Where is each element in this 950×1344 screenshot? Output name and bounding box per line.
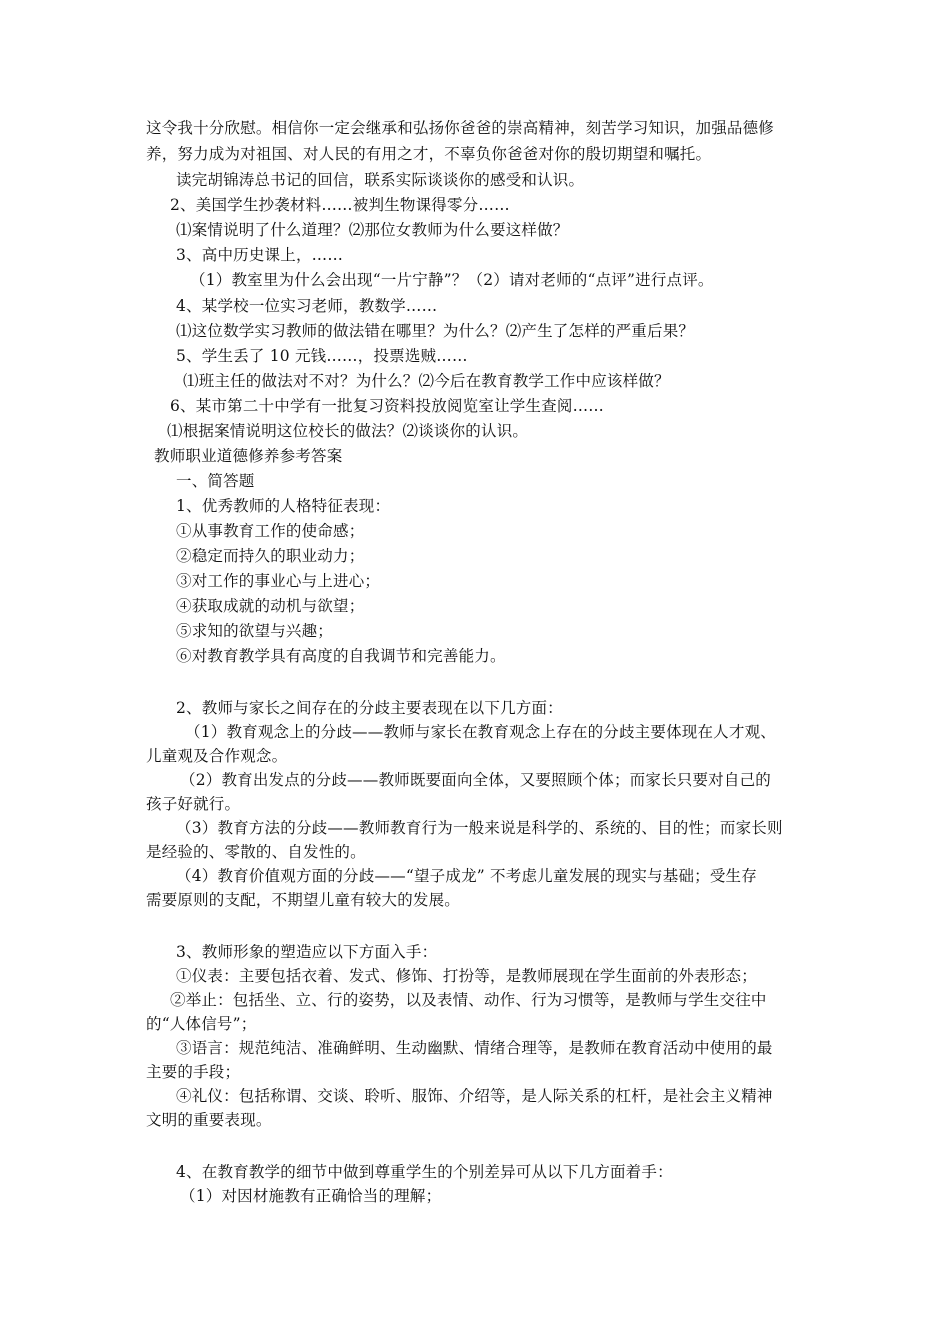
text-line: 是经验的、零散的、自发性的。 — [146, 843, 366, 861]
text-line: 教师职业道德修养参考答案 — [154, 447, 343, 465]
text-line: ⑴案情说明了什么道理？⑵那位女教师为什么要这样做？ — [176, 221, 569, 239]
text-line: ③语言：规范纯洁、准确鲜明、生动幽默、情绪合理等，是教师在教育活动中使用的最 — [176, 1039, 773, 1057]
text-line: 需要原则的支配，不期望儿童有较大的发展。 — [146, 891, 461, 909]
text-line: 读完胡锦涛总书记的回信，联系实际谈谈你的感受和认识。 — [176, 171, 585, 189]
text-line: ⑴这位数学实习教师的做法错在哪里？为什么？⑵产生了怎样的严重后果？ — [176, 322, 695, 340]
text-line: 2、美国学生抄袭材料……被判生物课得零分…… — [170, 196, 510, 214]
text-line: （1）教室里为什么会出现“一片宁静”？（2）请对老师的“点评”进行点评。 — [190, 271, 714, 289]
text-line: ④获取成就的动机与欲望； — [176, 597, 365, 615]
text-line: 主要的手段； — [146, 1063, 241, 1081]
text-line: ③对工作的事业心与上进心； — [176, 572, 381, 590]
text-line: 文明的重要表现。 — [146, 1111, 272, 1129]
text-line: ④礼仪：包括称谓、交谈、聆听、服饰、介绍等，是人际关系的杠杆，是社会主义精神 — [176, 1087, 773, 1105]
text-line: （1）对因材施教有正确恰当的理解； — [180, 1187, 442, 1205]
text-line: 5、学生丢了 10 元钱……，投票选贼…… — [176, 347, 468, 365]
text-line: ①从事教育工作的使命感； — [176, 522, 365, 540]
text-line: 6、某市第二十中学有一批复习资料投放阅览室让学生查阅…… — [170, 397, 604, 415]
text-line: 孩子好就行。 — [146, 795, 241, 813]
text-line: 1、优秀教师的人格特征表现： — [176, 497, 391, 515]
text-line: 4、某学校一位实习老师，教数学…… — [176, 297, 438, 315]
text-line: ①仪表：主要包括衣着、发式、修饰、打扮等，是教师展现在学生面前的外表形态； — [176, 967, 757, 985]
text-line: 3、高中历史课上，…… — [176, 246, 344, 264]
text-line: 的“人体信号”； — [146, 1015, 257, 1033]
text-line: （4）教育价值观方面的分歧——“望子成龙” 不考虑儿童发展的现实与基础；受生存 — [176, 867, 757, 885]
text-line: 这令我十分欣慰。相信你一定会继承和弘扬你爸爸的崇高精神，刻苦学习知识，加强品德修 — [146, 119, 775, 137]
text-line: 4、在教育教学的细节中做到尊重学生的个别差异可从以下几方面着手： — [176, 1163, 673, 1181]
text-line: ②举止：包括坐、立、行的姿势，以及表情、动作、行为习惯等，是教师与学生交往中 — [170, 991, 767, 1009]
text-line: 3、教师形象的塑造应以下方面入手： — [176, 943, 438, 961]
text-line: ⑴根据案情说明这位校长的做法？⑵谈谈你的认识。 — [167, 422, 529, 440]
text-line: 2、教师与家长之间存在的分歧主要表现在以下几方面： — [176, 699, 563, 717]
text-line: （1）教育观念上的分歧——教师与家长在教育观念上存在的分歧主要体现在人才观、 — [185, 723, 776, 741]
text-line: （2）教育出发点的分歧——教师既要面向全体，又要照顾个体；而家长只要对自己的 — [180, 771, 771, 789]
text-line: ⑴班主任的做法对不对？为什么？⑵今后在教育教学工作中应该样做？ — [183, 372, 670, 390]
text-line: 一、简答题 — [176, 472, 255, 490]
text-line: ⑥对教育教学具有高度的自我调节和完善能力。 — [176, 647, 506, 665]
text-line: ②稳定而持久的职业动力； — [176, 547, 365, 565]
text-line: ⑤求知的欲望与兴趣； — [176, 622, 334, 640]
text-line: （3）教育方法的分歧——教师教育行为一般来说是科学的、系统的、目的性；而家长则 — [176, 819, 783, 837]
text-line: 养，努力成为对祖国、对人民的有用之才，不辜负你爸爸对你的殷切期望和嘱托。 — [146, 145, 712, 163]
text-line: 儿童观及合作观念。 — [146, 747, 288, 765]
